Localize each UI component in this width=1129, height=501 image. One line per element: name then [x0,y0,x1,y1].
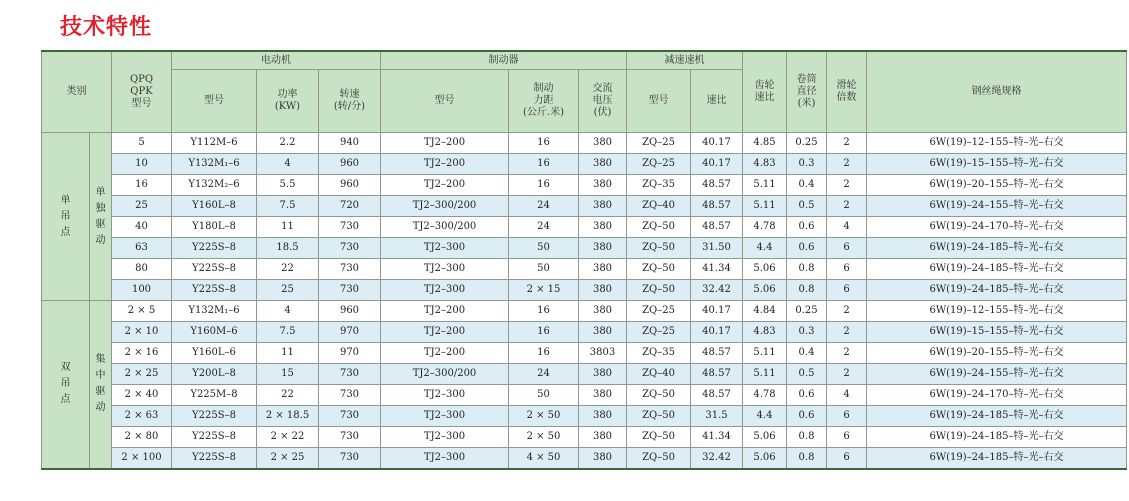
table-cell: 970 [319,343,381,364]
table-cell: 0.5 [787,196,827,217]
table-cell: 380 [579,301,627,322]
table-cell: 940 [319,133,381,154]
table-cell: 25 [112,196,172,217]
table-body [42,133,1127,469]
table-cell: 2 [827,175,867,196]
table-cell: 6 [827,259,867,280]
table-cell: 6W(19)–12–155–特–光–右交 [867,301,1127,322]
table-cell: 380 [579,217,627,238]
table-cell: 48.57 [691,217,743,238]
table-cell: 16 [509,343,579,364]
header-pulley-ratio: 滑轮 倍数 [827,51,867,133]
table-cell: 730 [319,238,381,259]
table-cell: 32.42 [691,280,743,301]
table-cell: ZQ–40 [627,364,691,385]
table-cell: 0.8 [787,280,827,301]
table-cell: 2 × 25 [257,448,319,469]
table-cell: 2 × 22 [257,427,319,448]
table-cell: 11 [257,343,319,364]
table-cell: TJ2–200 [381,175,509,196]
table-cell: Y132M₁–6 [172,154,257,175]
table-cell: 80 [112,259,172,280]
table-cell: 6 [827,238,867,259]
table-cell: Y132M₂–6 [172,175,257,196]
table-cell: 22 [257,385,319,406]
table-cell: 0.4 [787,175,827,196]
table-cell: ZQ–50 [627,427,691,448]
table-cell: 2 × 18.5 [257,406,319,427]
header-model-code: QPQ QPK 型号 [112,51,172,133]
table-cell: ZQ–50 [627,280,691,301]
table-cell: ZQ–40 [627,196,691,217]
table-row [42,175,1127,196]
table-cell: 6W(19)–24–170–特–光–右交 [867,385,1127,406]
table-cell: 16 [509,133,579,154]
page-title: 技术特性 [60,15,153,40]
table-cell: Y132M₁–6 [172,301,257,322]
table-cell: 16 [509,322,579,343]
table-row [42,406,1127,427]
table-cell: 0.25 [787,133,827,154]
table-cell: 5.11 [743,196,787,217]
table-row [42,133,1127,154]
table-cell: 0.6 [787,238,827,259]
header-motor-speed: 转速 (转/分) [319,70,381,133]
table-cell: 63 [112,238,172,259]
table-cell: 6W(19)–12–155–特–光–右交 [867,133,1127,154]
table-cell: 40.17 [691,322,743,343]
table-cell: 6W(19)–24–185–特–光–右交 [867,259,1127,280]
table-cell: TJ2–300/200 [381,217,509,238]
table-row [42,154,1127,175]
table-cell: 3803 [579,343,627,364]
header-category: 类别 [42,51,112,133]
table-cell: Y200L–8 [172,364,257,385]
table-cell: 6W(19)–24–185–特–光–右交 [867,406,1127,427]
table-cell: 960 [319,175,381,196]
table-cell: Y180L–8 [172,217,257,238]
table-cell: 4.4 [743,238,787,259]
table-cell: 2 × 40 [112,385,172,406]
table-cell: 25 [257,280,319,301]
table-cell: ZQ–50 [627,238,691,259]
table-cell: 5.11 [743,343,787,364]
table-cell: ZQ–35 [627,175,691,196]
table-cell: 6 [827,406,867,427]
table-cell: ZQ–50 [627,406,691,427]
table-row [42,259,1127,280]
table-cell: 2 × 63 [112,406,172,427]
table-cell: 4 × 50 [509,448,579,469]
table-cell: 970 [319,322,381,343]
table-cell: 50 [509,238,579,259]
table-cell: 10 [112,154,172,175]
table-cell: 6 [827,427,867,448]
table-cell: ZQ–25 [627,301,691,322]
table-cell: 2 × 10 [112,322,172,343]
table-cell: Y225S–8 [172,427,257,448]
group-outer-label [42,133,90,301]
table-cell: 2 × 50 [509,427,579,448]
table-cell: 380 [579,154,627,175]
table-cell: 6W(19)–15–155–特–光–右交 [867,322,1127,343]
table-cell: 50 [509,259,579,280]
table-cell: TJ2–300/200 [381,364,509,385]
table-cell: Y225S–8 [172,238,257,259]
table-cell: 730 [319,406,381,427]
table-cell: 24 [509,196,579,217]
table-cell: 48.57 [691,343,743,364]
table-cell: 100 [112,280,172,301]
header-reducer-ratio: 速比 [691,70,743,133]
table-cell: TJ2–200 [381,343,509,364]
table-row [42,427,1127,448]
table-cell: 2 × 50 [509,406,579,427]
table-cell: 24 [509,217,579,238]
group-outer-label [42,301,90,469]
spec-table [41,50,1127,470]
table-cell: ZQ–50 [627,259,691,280]
table-cell: 380 [579,406,627,427]
table-row [42,238,1127,259]
table-cell: 730 [319,385,381,406]
table-cell: 2 [827,343,867,364]
table-cell: 380 [579,280,627,301]
header-brake-voltage: 交流 电压 (伏) [579,70,627,133]
table-cell: TJ2–200 [381,133,509,154]
table-row [42,343,1127,364]
table-cell: 0.6 [787,385,827,406]
table-cell: 50 [509,385,579,406]
table-cell: 0.25 [787,301,827,322]
table-cell: 380 [579,448,627,469]
table-cell: 2 × 100 [112,448,172,469]
table-row [42,196,1127,217]
table-cell: 4.78 [743,217,787,238]
table-cell: 6W(19)–20–155–特–光–右交 [867,343,1127,364]
table-row [42,280,1127,301]
table-cell: Y160L–6 [172,343,257,364]
table-cell: 15 [257,364,319,385]
table-cell: 2 [827,133,867,154]
table-cell: 6W(19)–15–155–特–光–右交 [867,154,1127,175]
table-cell: 730 [319,280,381,301]
table-cell: 0.6 [787,217,827,238]
table-cell: 24 [509,364,579,385]
table-cell: Y225S–8 [172,406,257,427]
table-cell: 380 [579,385,627,406]
table-cell: 960 [319,301,381,322]
table-cell: 0.6 [787,406,827,427]
table-cell: 6 [827,448,867,469]
table-cell: 5.06 [743,427,787,448]
table-cell: 0.8 [787,427,827,448]
header-reducer-model: 型号 [627,70,691,133]
table-cell: 16 [509,154,579,175]
table-cell: 40.17 [691,301,743,322]
table-cell: 41.34 [691,259,743,280]
table-cell: ZQ–25 [627,322,691,343]
table-cell: 2 [827,364,867,385]
table-cell: 2 × 25 [112,364,172,385]
table-cell: 16 [509,175,579,196]
table-cell: 40.17 [691,133,743,154]
table-cell: 6W(19)–24–170–特–光–右交 [867,217,1127,238]
group-outer-text: 双吊点 [60,362,71,406]
header-motor: 电动机 [172,51,381,70]
table-cell: 0.8 [787,448,827,469]
table-cell: 0.4 [787,343,827,364]
table-cell: 4.4 [743,406,787,427]
table-cell: 4.85 [743,133,787,154]
table-cell: 48.57 [691,385,743,406]
table-cell: 380 [579,238,627,259]
table-cell: TJ2–300 [381,406,509,427]
table-cell: 40.17 [691,154,743,175]
table-cell: 380 [579,133,627,154]
table-cell: 2 × 16 [112,343,172,364]
table-cell: TJ2–300 [381,427,509,448]
table-cell: 6W(19)–24–155–特–光–右交 [867,364,1127,385]
table-cell: 2 × 80 [112,427,172,448]
header-drum-diameter: 卷筒 直径 (米) [787,51,827,133]
header-brake-model: 型号 [381,70,509,133]
table-cell: TJ2–200 [381,154,509,175]
group-inner-text: 集中驱动 [95,354,106,414]
table-cell: 6W(19)–20–155–特–光–右交 [867,175,1127,196]
header-motor-power: 功率 (KW) [257,70,319,133]
table-cell: 5 [112,133,172,154]
table-row [42,364,1127,385]
table-cell: 2.2 [257,133,319,154]
table-cell: 2 [827,154,867,175]
table-cell: 6W(19)–24–185–特–光–右交 [867,280,1127,301]
table-cell: 31.50 [691,238,743,259]
table-cell: 48.57 [691,175,743,196]
table-cell: ZQ–50 [627,217,691,238]
header-reducer: 减速速机 [627,51,743,70]
header-motor-model: 型号 [172,70,257,133]
table-cell: 380 [579,364,627,385]
table-cell: TJ2–300 [381,385,509,406]
table-cell: 380 [579,259,627,280]
table-cell: 4.83 [743,154,787,175]
table-cell: 5.11 [743,175,787,196]
group-inner-label [90,301,112,469]
table-cell: 2 [827,322,867,343]
table-cell: TJ2–300 [381,280,509,301]
table-cell: 22 [257,259,319,280]
table-cell: 41.34 [691,427,743,448]
table-cell: 4 [257,301,319,322]
table-cell: 4.83 [743,322,787,343]
table-cell: 4.78 [743,385,787,406]
table-row [42,385,1127,406]
table-cell: 0.5 [787,364,827,385]
table-cell: 730 [319,217,381,238]
table-cell: 48.57 [691,196,743,217]
table-cell: Y112M–6 [172,133,257,154]
table-cell: 2 × 5 [112,301,172,322]
table-cell: 4 [257,154,319,175]
table-cell: 5.06 [743,448,787,469]
table-cell: Y225M–8 [172,385,257,406]
header-brake-torque: 制动 力距 (公斤.米) [509,70,579,133]
table-cell: 0.3 [787,322,827,343]
table-cell: 380 [579,196,627,217]
table-cell: 5.5 [257,175,319,196]
group-outer-text: 单吊点 [60,194,71,238]
table-cell: TJ2–300 [381,259,509,280]
table-cell: 2 [827,301,867,322]
table-cell: ZQ–50 [627,385,691,406]
table-cell: 4 [827,385,867,406]
table-cell: 40 [112,217,172,238]
table-cell: 730 [319,427,381,448]
table-cell: 7.5 [257,322,319,343]
table-cell: 960 [319,154,381,175]
table-cell: Y225S–8 [172,448,257,469]
table-cell: ZQ–25 [627,154,691,175]
table-row [42,322,1127,343]
table-cell: ZQ–25 [627,133,691,154]
table-cell: TJ2–300 [381,448,509,469]
table-cell: 11 [257,217,319,238]
table-cell: TJ2–200 [381,301,509,322]
group-inner-label [90,133,112,301]
table-cell: 6 [827,280,867,301]
table-cell: TJ2–300/200 [381,196,509,217]
table-cell: ZQ–50 [627,448,691,469]
table-cell: 380 [579,322,627,343]
table-cell: 16 [112,175,172,196]
table-cell: Y160L–8 [172,196,257,217]
table-cell: Y225S–8 [172,259,257,280]
table-row [42,301,1127,322]
table-row [42,448,1127,469]
table-cell: 730 [319,364,381,385]
table-cell: 5.11 [743,364,787,385]
header-rope-spec: 钢丝绳规格 [867,51,1127,133]
table-cell: 380 [579,175,627,196]
table-cell: 5.06 [743,259,787,280]
table-cell: 4.84 [743,301,787,322]
table-cell: 2 [827,196,867,217]
table-cell: 380 [579,427,627,448]
table-cell: 6W(19)–24–185–特–光–右交 [867,448,1127,469]
table-cell: 5.06 [743,280,787,301]
table-cell: 730 [319,448,381,469]
table-cell: 2 × 15 [509,280,579,301]
table-cell: TJ2–300 [381,238,509,259]
table-cell: ZQ–35 [627,343,691,364]
table-cell: Y225S–8 [172,280,257,301]
table-cell: Y160M–6 [172,322,257,343]
header-brake: 制动器 [381,51,627,70]
table-cell: 720 [319,196,381,217]
table-cell: 4 [827,217,867,238]
table-cell: TJ2–200 [381,322,509,343]
table-cell: 7.5 [257,196,319,217]
header-gear-ratio: 齿轮 速比 [743,51,787,133]
table-cell: 0.3 [787,154,827,175]
table-cell: 16 [509,301,579,322]
table-cell: 6W(19)–24–155–特–光–右交 [867,196,1127,217]
table-row [42,217,1127,238]
table-cell: 31.5 [691,406,743,427]
group-inner-text: 单独驱动 [95,186,106,246]
table-cell: 32.42 [691,448,743,469]
table-cell: 48.57 [691,364,743,385]
table-cell: 18.5 [257,238,319,259]
table-cell: 730 [319,259,381,280]
table-cell: 6W(19)–24–185–特–光–右交 [867,427,1127,448]
table-cell: 0.8 [787,259,827,280]
table-cell: 6W(19)–24–185–特–光–右交 [867,238,1127,259]
